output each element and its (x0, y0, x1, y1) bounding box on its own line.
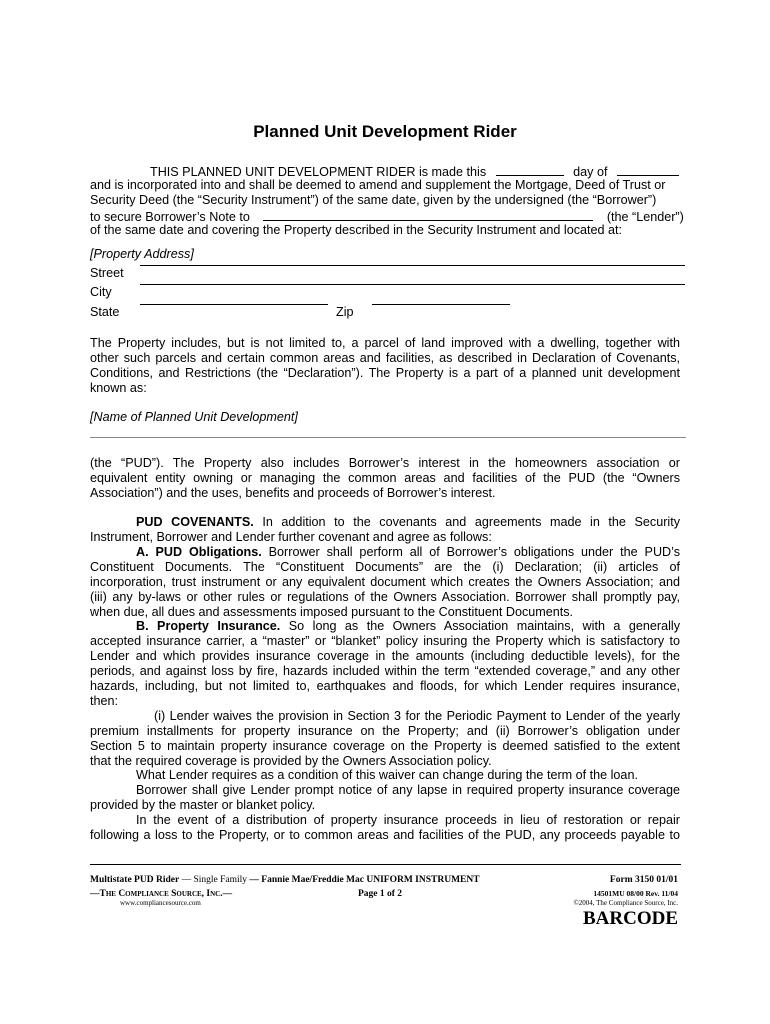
city-label: City (90, 285, 112, 299)
covenants-line-1 (136, 515, 680, 530)
section-b-i-line-1: (i) Lender waives the provision in Section 3 for the Periodic Payment to Lender of the yearly (154, 709, 680, 723)
city-blank[interactable] (140, 284, 685, 285)
barcode-label: BARCODE (582, 908, 678, 929)
section-b-i-line: that the required coverage is provided by the Owners Association policy. (90, 754, 492, 768)
property-address-heading: [Property Address] (90, 247, 194, 261)
lender-name-blank[interactable] (263, 208, 593, 221)
distribution-line-2: following a loss to the Property, or to common areas and facilities of the PUD, any proceeds payable to (90, 828, 680, 842)
footer-form-codes: 14501MU 08/00 Rev. 11/04 (593, 889, 678, 898)
section-b-heading: B. Property Insurance. (136, 619, 281, 633)
section-b-i-line: Section 5 to maintain property insurance coverage on the Property is deemed satisfied to the extent (90, 739, 680, 753)
intro-line-5: of the same date and covering the Property described in the Security Instrument and located at: (90, 223, 623, 237)
footer-rider-family: — Single Family (181, 875, 248, 885)
state-label: State (90, 305, 120, 319)
footer-website[interactable]: www.compliancesource.com (120, 899, 201, 907)
date-month-blank[interactable] (617, 163, 679, 176)
section-a-intro-text: Borrower shall perform all of Borrower’s obligations under the PUD’s (268, 545, 681, 559)
covenants-heading: PUD COVENANTS. (136, 515, 254, 529)
section-b-line: accepted insurance carrier, a “master” or “blanket” policy insuring the Property which is satisfactory to (90, 634, 680, 648)
footer-rider-instrument: — Fannie Mae/Freddie Mac UNIFORM INSTRUMENT (249, 875, 480, 885)
section-b-line: Lender and which provides insurance coverage in the amounts (including deductible levels), for the (90, 649, 680, 663)
intro-note-to-text: to secure Borrower’s Note to (90, 210, 250, 224)
section-a-line: when due, all dues and assessments imposed pursuant to the Constituent Documents. (90, 605, 574, 619)
section-b-intro-text: So long as the Owners Association maintains, with a generally (288, 619, 681, 633)
property-para-line: other such parcels and certain common areas and facilities, as described in Declaration of Covenants, (90, 351, 680, 365)
footer-compliance-source: —The Compliance Source, Inc.— (90, 889, 233, 899)
intro-line-3: Security Deed (the “Security Instrument”) of the same date, given by the undersigned (the “Borrower”) (90, 193, 657, 207)
pud-name-label: [Name of Planned Unit Development] (90, 410, 298, 424)
pud-para-line: equivalent entity owning or managing the common areas and facilities of the PUD (the “Owners (90, 471, 680, 485)
zip-blank[interactable] (372, 304, 510, 305)
covenants-intro-text: In addition to the covenants and agreements made in the Security (262, 515, 681, 529)
footer-form-number: Form 3150 01/01 (609, 875, 678, 885)
property-para-line: The Property includes, but is not limited to, a parcel of land improved with a dwelling, together with (90, 336, 680, 350)
pud-name-blank[interactable] (90, 437, 686, 438)
zip-label: Zip (336, 305, 354, 319)
section-b-line: then: (90, 694, 119, 708)
intro-line-2: and is incorporated into and shall be deemed to amend and supplement the Mortgage, Deed of Trust or (90, 178, 666, 192)
pud-para-line: (the “PUD”). The Property also includes Borrower’s interest in the homeowners association or (90, 456, 680, 470)
section-a-line-1 (136, 545, 680, 560)
section-a-line: Constituent Documents. The “Constituent Documents” are the (i) Declaration; (ii) articles of (90, 560, 680, 574)
section-a-heading: A. PUD Obligations. (136, 545, 262, 559)
section-b-line-1 (136, 619, 680, 634)
footer-rule (90, 864, 681, 865)
intro-lender-text: (the “Lender”) (606, 210, 684, 224)
section-b-line: hazards, including, but not limited to, earthquakes and floods, for which Lender requires insurance, (90, 679, 680, 693)
intro-made-this-text: THIS PLANNED UNIT DEVELOPMENT RIDER is made this (150, 165, 487, 179)
intro-day-of-text: day of (573, 165, 608, 179)
section-a-line: incorporation, trust instrument or any equivalent document which creates the Owners Association; and (90, 575, 680, 589)
notice-line-1: Borrower shall give Lender prompt notice of any lapse in required property insurance coverage (136, 783, 680, 797)
state-blank[interactable] (140, 304, 328, 305)
footer-rider-line (90, 875, 480, 885)
document-title: Planned Unit Development Rider (253, 122, 517, 141)
covenants-line-2: Instrument, Borrower and Lender further covenant and agree as follows: (90, 530, 492, 544)
footer-page-number: Page 1 of 2 (358, 889, 403, 899)
street-blank[interactable] (140, 265, 685, 266)
footer-copyright: ©2004, The Compliance Source, Inc. (573, 899, 678, 907)
distribution-line-1: In the event of a distribution of property insurance proceeds in lieu of restoration or repair (136, 813, 680, 827)
property-para-line: known as: (90, 381, 147, 395)
section-a-line: (iii) any by-laws or other rules or regulations of the Owners Association. Borrower shall promptly pay, (90, 590, 680, 604)
footer-rider-title: Multistate PUD Rider (90, 875, 180, 885)
pud-para-line: Association”) and the uses, benefits and proceeds of Borrower’s interest. (90, 486, 496, 500)
property-para-line: Conditions, and Restrictions (the “Declaration”). The Property is a part of a planned unit development (90, 366, 680, 380)
section-b-i-line: premium installments for property insurance on the Property; and (ii) Borrower’s obligation under (90, 724, 680, 738)
street-label: Street (90, 266, 124, 280)
waiver-line: What Lender requires as a condition of this waiver can change during the term of the loan. (136, 768, 638, 782)
date-day-blank[interactable] (496, 163, 564, 176)
notice-line-2: provided by the master or blanket policy. (90, 798, 316, 812)
section-b-line: periods, and against loss by fire, hazards included within the term “extended coverage,” and any other (90, 664, 680, 678)
